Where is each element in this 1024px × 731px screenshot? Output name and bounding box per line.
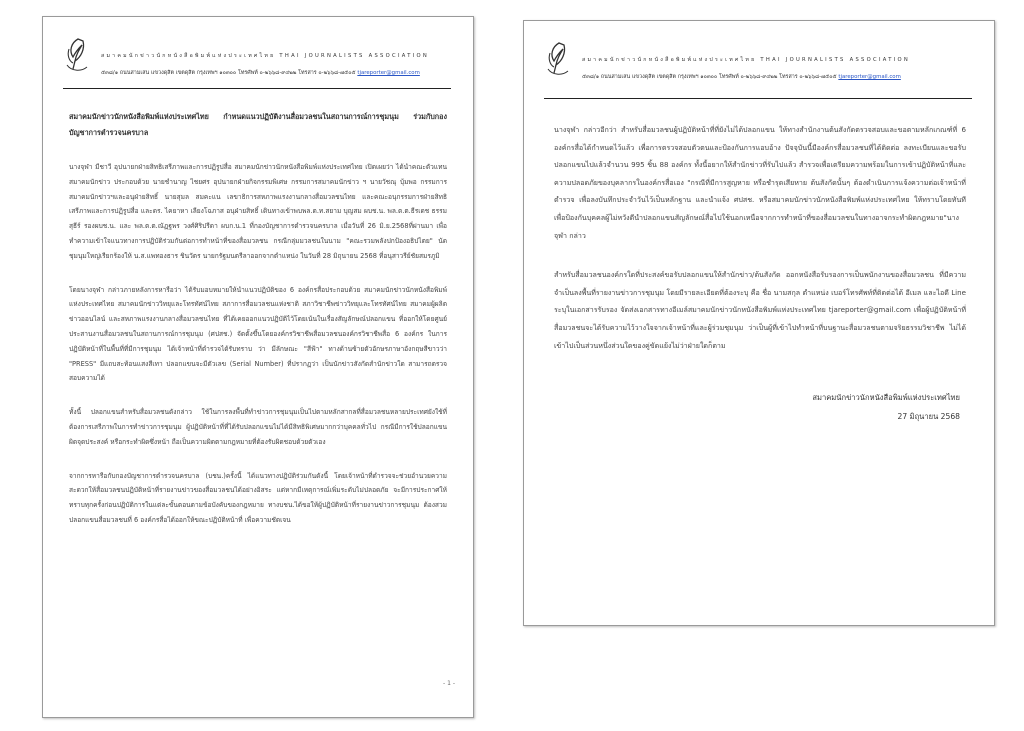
document-page-2: [523, 20, 995, 626]
press-release-headline: สมาคมนักข่าวนักหนังสือพิมพ์แห่งประเทศไทย กำหนดแนวปฏิบัติงานสื่อมวลชนในสถานการณ์การชุมนุม ร่วมกับกองบัญชาการตำรวจนครบาล: [69, 112, 447, 137]
signature-block: [554, 388, 966, 426]
signature-date: 27 มิถุนายน 2568: [897, 412, 960, 422]
letterhead: [524, 21, 994, 99]
paragraph: ทั้งนี้ ปลอกแขนสำหรับสื่อมวลชนดังกล่าว ใช้ในการลงพื้นที่ทำข่าวการชุมนุมเป็นไปตามหลักสากลที่สื่อมวลชนหลายประเทศยังใช้ที่ต้องการเสรีภาพในการทำข่าวการชุมนุม ผู้ปฏิบัติหน้าที่ที่ได้รับปลอกแขนไม่ได้มีสิทธิพิเศษมากกว่าบุคคลทั่วไป กรณีมีการใช้ปลอกแขนผิดจุดประสงค์ หรือกระทำผิดซึ่งหน้า ถือเป็นความผิดตามกฎหมายที่ต้องรับผิดชอบด้วยตัวเอง: [69, 408, 447, 446]
paragraph: สำหรับสื่อมวลชนองค์กรใดที่ประสงค์ขอรับปลอกแขนให้สำนักข่าว/ต้นสังกัด ออกหนังสือรับรองการเป็นพนักงานของสื่อมวลชน ที่มีความจำเป็นลงพื้นที่รายงานข่าวการชุมนุม โดยมีรายละเอียดที่ต้องระบุ คือ ชื่อ นามสกุล ตำแหน่ง เบอร์โทรศัพท์ที่ติดต่อได้ อีเมล และไอดี Line ระบุในเอกสารรับรอง จัดส่งเอกสารทางอีเมล์สมาคมนักข่าวนักหนังสือพิมพ์แห่งประเทศไทย tjareporter@gmail.com เพื่อผู้ปฏิบัติหน้าที่สื่อมวลชนจะได้รับความไว้วางใจจากเจ้าหน้าที่และผู้ร่วมชุมนุม ว่าเป็นผู้ที่เข้าไปทำหน้าที่บนฐานะสื่อมวลชนตามจริยธรรมวิชาชีพ ไม่ได้เข้าไปเป็นส่วนหนึ่งส่วนใดของคู่ขัดแย้งไม่ว่าฝ่ายใดก็ตาม: [554, 270, 966, 350]
org-address: [101, 69, 420, 77]
paragraph: นางจุฬา มีชาวี อุปนายกฝ่ายสิทธิเสรีภาพและการปฏิรูปสื่อ สมาคมนักข่าวนักหนังสือพิมพ์แห่งประเทศไทย เปิดเผยว่า ได้นำคณะตัวแทนสมาคมนักข่าว ประกอบด้วย นายชำนาญ ไชยศร อุปนายกฝ่ายกิจกรรมพิเศษ กรรมการสมาคมนักข่าว ฯ นายวัชณุ บุ้มพอ กรรมการสมาคมนักข่าวฯและอนุฝ่ายสิทธิ์ นายสุมล สมคะแน เลขาธิการสหภาพแรงงานกลางสื่อมวลชนไทย และคณะอนุกรรมการฝ่ายสิทธิเสรีภาพและการปฏิรูปสื่อ และดร. ไคยาหา เลียงโฉภาส อนุฝ่ายสิทธิ์ เดินทางเข้าพบพล.ต.ท.สยาม บุญสม ผบช.น. พล.ต.ต.ธีรเดช ธรรมสุธีร์ รองผบช.น. และ พล.ต.ต.ณัฏฐพร วงศ์ศิริปรีดา ผบก.น.1 ที่กองบัญชาการตำรวจนครบาล เมื่อวันที่ 26 มิ.ย.2568ที่ผ่านมา เพื่อทำความเข้าใจแนวทางการปฏิบัติร่วมกันต่อการทำหน้าที่ของสื่อมวลชน กรณีกลุ่มมวลชนในนาม "คณะรวมพลังปกป้องอธิปไตย" นัดชุมนุมใหญ่เรียกร้องให้ น.ส.แพทองธาร ชินวัตร นายกรัฐมนตรีลาออกจากตำแหน่ง ในวันที่ 28 มิถุนายน 2568 ที่อนุสาวรีย์ชัยสมรภูมิ: [69, 163, 447, 260]
paragraph: จากการหารือกับกองบัญชาการตำรวจนครบาล (บชน.)ครั้งนี้ ได้แนวทางปฏิบัติร่วมกันดังนี้ โดยเจ้าหน้าที่ตำรวจจะช่วยอำนวยความสะดวกให้สื่อมวลชนปฏิบัติหน้าที่รายงานข่าวของสื่อมวลชนได้อย่างอิสระ แต่หากมีเหตุการณ์เพิ่มระดับไม่ปลอดภัย จะมีการประกาศให้ทราบทุกครั้งก่อนปฏิบัติการในแต่ละขั้นตอนตามข้อบังคับของกฎหมาย ทางบชน.ได้ขอให้ผู้ปฏิบัติหน้าที่รายงานข่าวการชุมนุม ต้องสวมปลอกแขนสื่อมวลชนที่ 6 องค์กรสื่อได้ออกให้ขณะปฏิบัติหน้าที่ เพื่อความชัดเจน: [69, 471, 447, 524]
quill-logo-icon: [544, 39, 574, 79]
org-title: สมาคมนักข่าวนักหนังสือพิมพ์แห่งประเทศไทย THAI JOURNALISTS ASSOCIATION: [582, 57, 911, 63]
email-link[interactable]: tjareporter@gmail.com: [838, 74, 901, 80]
address-text: ๕๓๘/๑ ถนนสามเสน แขวงดุสิต เขตดุสิต กรุงเทพฯ ๑๐๓๐๐ โทรศัพท์ ๐-๒๖๖๘-๙๔๒๒ โทรสาร ๐-๒๖๖๘-๗๕๐๕: [101, 70, 356, 76]
header-rule: [544, 98, 972, 99]
paragraph: นางจุฬา กล่าวอีกว่า สำหรับสื่อมวลชนผู้ปฏิบัติหน้าที่ที่ยังไม่ได้ปลอกแขน ให้ทางสำนักงานต้นสังกัดตรวจสอบและขอตามหลักเกณฑ์ที่ 6 องค์กรสื่อได้กำหนดไว้แล้ว เพื่อการตรวจสอบตัวตนและป้องกันการแอบอ้าง ปัจจุบันนี้มีองค์กรสื่อมวลชนที่ได้ติดต่อ ลงทะเบียนและขอรับปลอกแขนไปแล้วจำนวน 995 ชิ้น 88 องค์กร ทั้งนี้อยากให้สำนักข่าวที่รับไปแล้ว สำรวจเพื่อเตรียมความพร้อมในการเข้าปฏิบัติหน้าที่และความปลอดภัยของบุคลากรในองค์กรสื่อเอง "กรณีที่มีการสูญหาย หรือชำรุดเสียหาย ต้นสังกัดนั้นๆ ต้องดำเนินการแจ้งความต่อเจ้าหน้าที่ตำรวจ เพื่อลงบันทึกประจำวันไว้เป็นหลักฐาน และนำแจ้ง ศปสช. หรือสมาคมนักข่าวนักหนังสือพิมพ์แห่งประเทศไทย ให้ทราบโดยทันที เพื่อป้องกันบุคคลผู้ไม่หวังดีนำปลอกแขนสัญลักษณ์สื่อไปใช้นอกเหนือจากการทำหน้าที่ของสื่อมวลชนในทางอาจกระทำผิดกฎหมาย"นางจุฬา กล่าว: [554, 125, 966, 240]
header-rule: [63, 88, 451, 89]
org-title: สมาคมนักข่าวนักหนังสือพิมพ์แห่งประเทศไทย THAI JOURNALISTS ASSOCIATION: [101, 53, 430, 59]
page-number: - 1 -: [443, 680, 455, 687]
email-link[interactable]: tjareporter@gmail.com: [357, 70, 420, 76]
paragraph: โดยนางจุฬา กล่าวภายหลังการหารือว่า ได้รับมอบหมายให้นำแนวปฏิบัติของ 6 องค์กรสื่อประกอบด้วย สมาคมนักข่าวนักหนังสือพิมพ์แห่งประเทศไทย สมาคมนักข่าววิทยุและโทรทัศน์ไทย สภาการสื่อมวลชนแห่งชาติ สภาวิชาชีพข่าววิทยุและโทรทัศน์ไทย สมาคมผู้ผลิตข่าวออนไลน์ และสหภาพแรงงานกลางสื่อมวลชนไทย ที่ได้เคยออกแนวปฏิบัติไว้โดยเน้นในเรื่องสัญลักษณ์ปลอกแขน ที่ออกให้โดยศูนย์ประสานงานสื่อมวลชนในสถานการณ์การชุมนุม (ศปสช.) จัดตั้งขึ้นโดยองค์กรวิชาชีพสื่อมวลชนองค์กรวิชาชีพสื่อ 6 องค์กร ในการปฏิบัติหน้าที่ในพื้นที่ที่มีการชุมนุม ได้เจ้าหน้าที่ตำรวจได้รับทราบ ว่า มีลักษณะ "สีฟ้า" ทางด้านซ้ายตัวอักษรภาษาอังกฤษสีขาวว่า "PRESS" มีแถบสะท้อนแสงสีเทา ปลอกแขนจะมีตัวเลข (Serial Number) ที่ปรากฏว่า เป็นนักข่าวสังกัดสำนักข่าวใด สามารถตรวจสอบความได้: [69, 285, 447, 383]
org-address: [582, 73, 901, 81]
address-text: ๕๓๘/๑ ถนนสามเสน แขวงดุสิต เขตดุสิต กรุงเทพฯ ๑๐๓๐๐ โทรศัพท์ ๐-๒๖๖๘-๙๔๒๒ โทรสาร ๐-๒๖๖๘-๗๕๐๕: [582, 74, 837, 80]
letterhead: [43, 17, 473, 89]
page2-body: [524, 99, 994, 426]
document-page-1: [42, 16, 474, 718]
quill-logo-icon: [63, 35, 93, 75]
page1-body: [43, 109, 473, 528]
signature-org: สมาคมนักข่าวนักหนังสือพิมพ์แห่งประเทศไทย: [812, 393, 960, 403]
